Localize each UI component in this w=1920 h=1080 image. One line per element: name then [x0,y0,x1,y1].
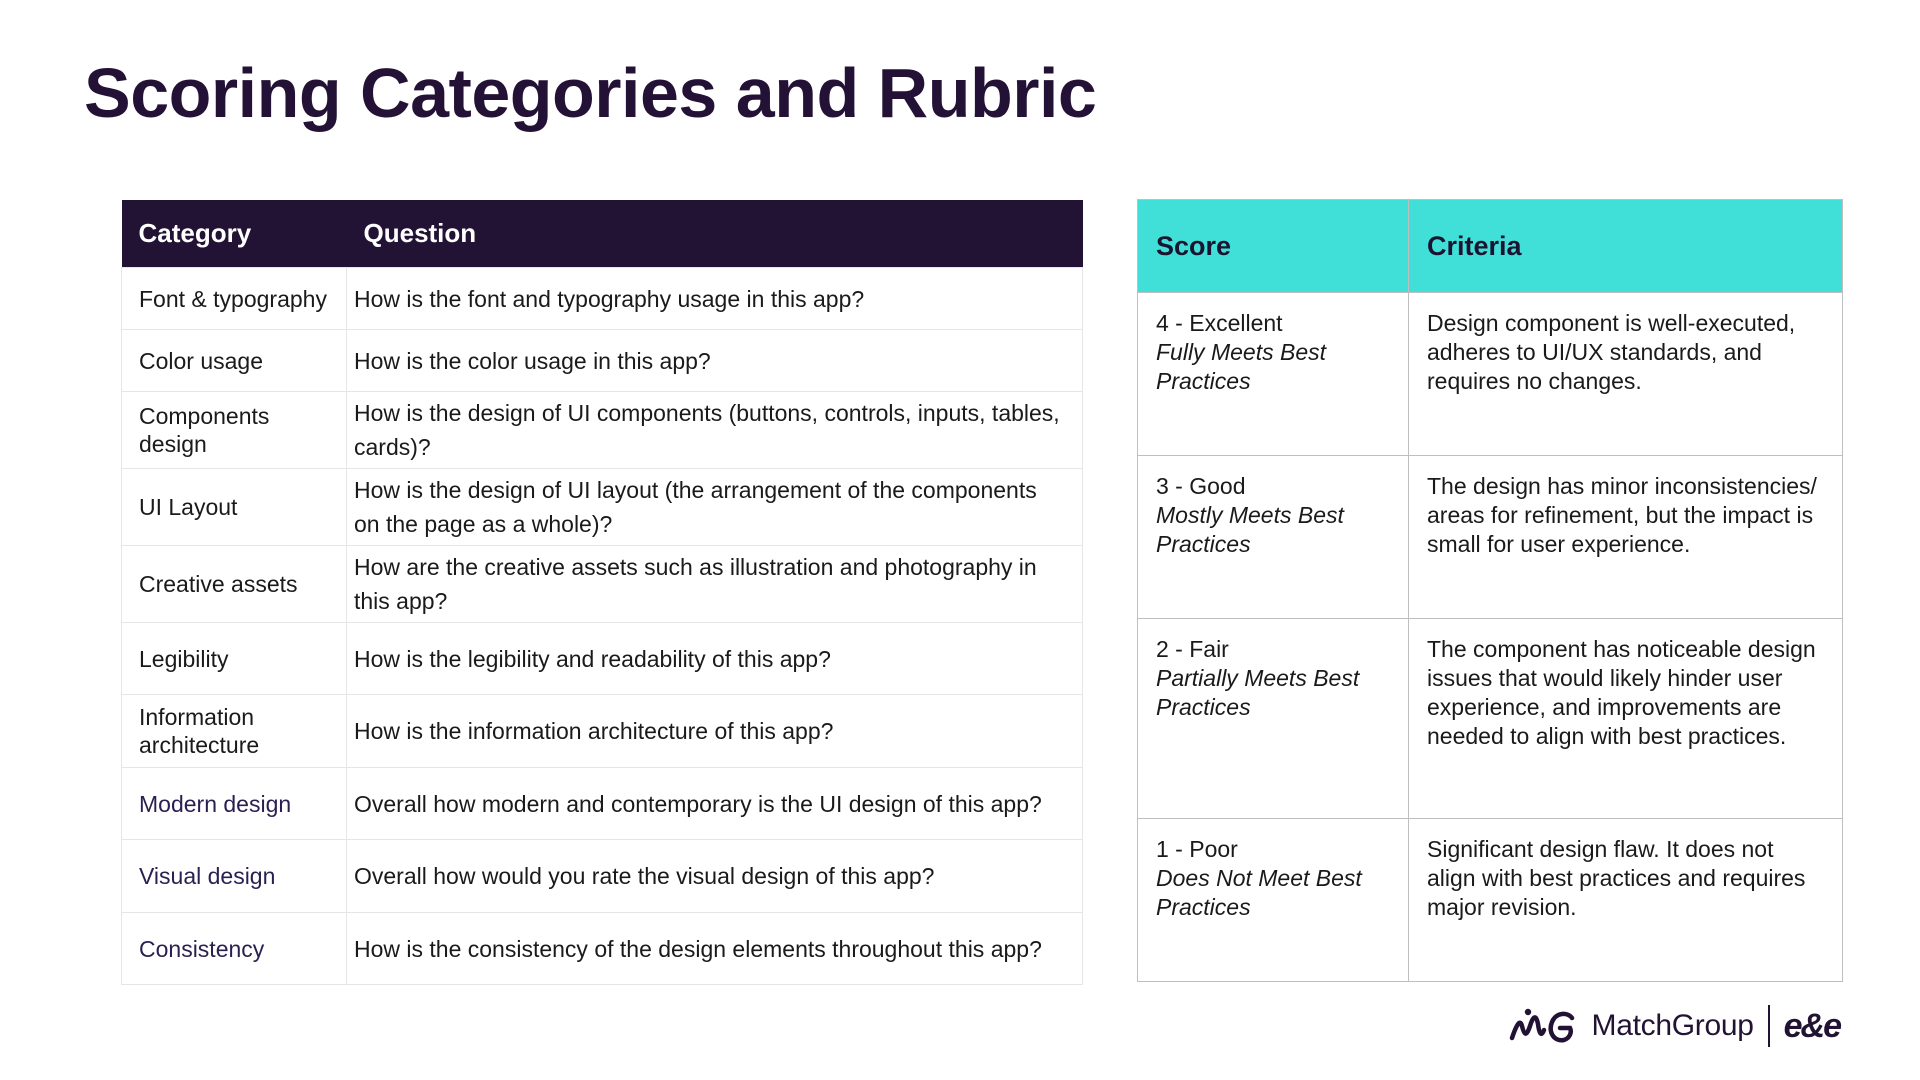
criteria-cell: Significant design flaw. It does not align with best practices and requires major revision. [1409,819,1843,982]
score-label: 4 - Excellent [1156,310,1283,336]
criteria-column-header: Criteria [1409,200,1843,293]
score-cell [1138,456,1409,619]
criteria-cell: The component has noticeable design issues that would likely hinder user experience, and improvements are needed to align with best practices. [1409,619,1843,819]
rubric-header-row [1138,200,1843,293]
score-column-header: Score [1138,200,1409,293]
question-cell: Overall how would you rate the visual design of this app? [347,840,1083,913]
table-row [122,768,1083,840]
score-label: 1 - Poor [1156,836,1238,862]
categories-header-row [122,200,1083,268]
partner-logo: e&e [1783,1006,1840,1045]
table-row [122,469,1083,546]
matchgroup-logo-icon [1508,1004,1578,1048]
question-cell: How are the creative assets such as illustration and photography in this app? [347,546,1083,623]
category-cell: Color usage [122,330,347,392]
footer-logos [1508,1002,1840,1050]
score-subtitle: Partially Meets Best Practices [1156,665,1360,720]
table-row [122,840,1083,913]
categories-table [121,200,1083,985]
table-row [1138,293,1843,456]
category-cell: Legibility [122,623,347,695]
question-cell: How is the information architecture of this app? [347,695,1083,768]
score-cell [1138,819,1409,982]
question-column-header: Question [347,200,1083,268]
question-cell: How is the font and typography usage in this app? [347,268,1083,330]
category-cell: UI Layout [122,469,347,546]
table-row [122,330,1083,392]
category-cell: Font & typography [122,268,347,330]
question-cell: Overall how modern and contemporary is the UI design of this app? [347,768,1083,840]
score-subtitle: Mostly Meets Best Practices [1156,502,1344,557]
table-row [1138,456,1843,619]
matchgroup-wordmark: MatchGroup [1591,1009,1754,1042]
table-row [122,623,1083,695]
question-cell: How is the design of UI layout (the arrangement of the components on the page as a whole)? [347,469,1083,546]
criteria-cell: The design has minor inconsistencies/ areas for refinement, but the impact is small for user experience. [1409,456,1843,619]
table-row [122,392,1083,469]
question-cell: How is the design of UI components (buttons, controls, inputs, tables, cards)? [347,392,1083,469]
table-row [122,695,1083,768]
score-label: 2 - Fair [1156,636,1229,662]
table-row [122,268,1083,330]
page-title: Scoring Categories and Rubric [84,54,1097,132]
logo-divider [1768,1005,1770,1047]
score-subtitle: Does Not Meet Best Practices [1156,865,1362,920]
rubric-table [1137,199,1843,982]
table-row [1138,619,1843,819]
category-column-header: Category [122,200,347,268]
table-row [122,546,1083,623]
category-cell: Information architecture [122,695,347,768]
score-label: 3 - Good [1156,473,1246,499]
criteria-cell: Design component is well-executed, adheres to UI/UX standards, and requires no changes. [1409,293,1843,456]
score-cell [1138,293,1409,456]
category-cell: Creative assets [122,546,347,623]
category-cell: Visual design [122,840,347,913]
category-cell: Modern design [122,768,347,840]
table-row [1138,819,1843,982]
category-cell: Components design [122,392,347,469]
question-cell: How is the legibility and readability of this app? [347,623,1083,695]
score-cell [1138,619,1409,819]
table-row [122,913,1083,985]
score-subtitle: Fully Meets Best Practices [1156,339,1326,394]
question-cell: How is the color usage in this app? [347,330,1083,392]
question-cell: How is the consistency of the design elements throughout this app? [347,913,1083,985]
category-cell: Consistency [122,913,347,985]
